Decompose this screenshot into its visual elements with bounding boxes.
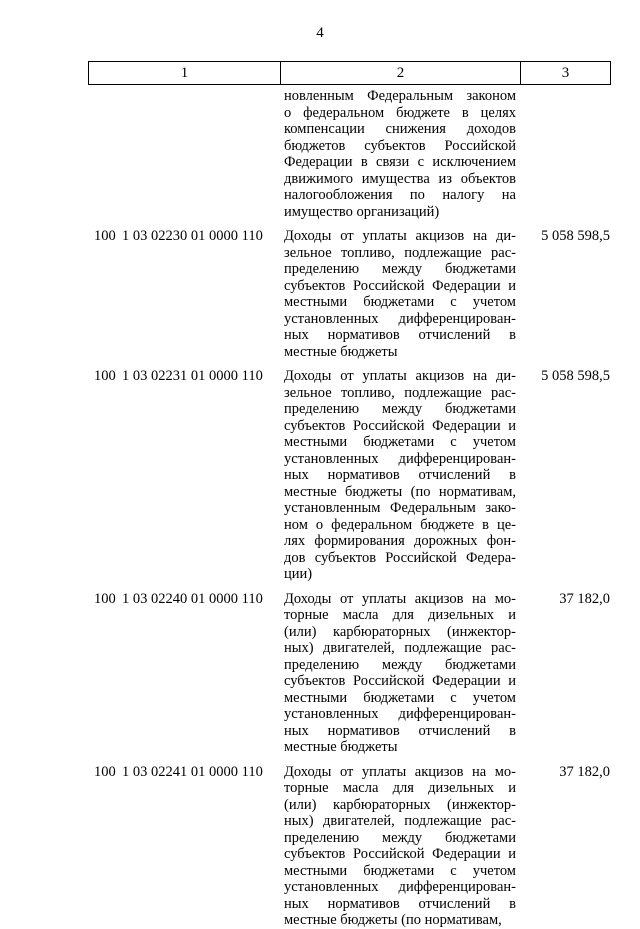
description-line: ных) двигателей, подлежащие рас-	[284, 813, 516, 829]
description-line: местные бюджеты	[284, 739, 398, 755]
description-line: пределению между бюджетами	[284, 656, 516, 673]
revenue-description	[280, 764, 520, 929]
description-line: (или) карбюраторных (инжектор-	[284, 623, 516, 640]
amount: 5 058 598,5	[541, 368, 610, 384]
row-gap	[88, 360, 611, 368]
description-line: местные бюджеты	[284, 343, 398, 360]
header-col-3: 3	[561, 65, 570, 81]
row-gap	[88, 583, 611, 591]
admin-code: 100	[94, 228, 116, 244]
description-line: субъектов Российской Федерации и	[284, 846, 516, 862]
description-line: ном о федеральном бюджете в це-	[284, 516, 516, 533]
description-line: ных нормативов отчислений в	[284, 895, 516, 912]
description-line: пределению между бюджетами	[284, 829, 516, 846]
table-row	[88, 368, 611, 583]
description-line: зельное топливо, подлежащие рас-	[284, 384, 516, 401]
description-line: установленных дифференцирован-	[284, 310, 516, 327]
description-line: пределению между бюджетами	[284, 261, 516, 277]
description-line: (или) карбюраторных (инжектор-	[284, 796, 516, 813]
description-line: местными бюджетами с учетом	[284, 294, 516, 310]
description-line: местными бюджетами с учетом	[284, 862, 516, 879]
description-line: субъектов Российской Федерации и	[284, 673, 516, 689]
description-line: местными бюджетами с учетом	[284, 689, 516, 706]
description-line: установленных дифференцирован-	[284, 450, 516, 467]
description-line: Доходы от уплаты акцизов на ди-	[284, 368, 516, 384]
amount	[520, 88, 611, 220]
revenue-description	[280, 228, 520, 360]
description-line: пределению между бюджетами	[284, 401, 516, 417]
table-body	[88, 88, 611, 929]
description-line: ных нормативов отчислений в	[284, 722, 516, 739]
header-col-1: 1	[89, 62, 281, 84]
description-line: установленным Федеральным зако-	[284, 500, 516, 516]
row-gap	[88, 756, 611, 764]
description-line: субъектов Российской Федерации и	[284, 417, 516, 434]
table-header	[88, 61, 611, 85]
description-line: ных нормативов отчислений в	[284, 467, 516, 483]
row-gap	[88, 220, 611, 228]
description-line: торные масла для дизельных и	[284, 780, 516, 796]
description-line: субъектов Российской Федерации и	[284, 277, 516, 294]
amount: 37 182,0	[559, 763, 610, 780]
description-line: бюджетов субъектов Российской	[284, 137, 516, 154]
header-col-2: 2	[281, 62, 521, 84]
description-line: Доходы от уплаты акцизов на мо-	[284, 763, 516, 780]
admin-code: 100	[94, 763, 116, 780]
table-row	[88, 228, 611, 360]
description-line: налогообложения по налогу на	[284, 187, 516, 203]
budget-classification-code: 1 03 02241 01 0000 110	[122, 763, 263, 780]
description-line: ции)	[284, 566, 313, 582]
description-line: зельное топливо, подлежащие рас-	[284, 244, 516, 261]
admin-code: 100	[94, 368, 116, 384]
description-line: Доходы от уплаты акцизов на ди-	[284, 228, 516, 244]
page-number: 4	[316, 25, 324, 41]
description-line: дов субъектов Российской Федера-	[284, 549, 516, 566]
description-line: Федерации в связи с исключением	[284, 154, 516, 170]
budget-classification-code: 1 03 02240 01 0000 110	[122, 590, 263, 607]
budget-classification-code: 1 03 02230 01 0000 110	[122, 228, 263, 244]
budget-classification-code: 1 03 02231 01 0000 110	[122, 368, 263, 384]
description-line: новленным Федеральным законом	[284, 88, 516, 104]
description-line: компенсации снижения доходов	[284, 121, 516, 137]
admin-code: 100	[94, 590, 116, 607]
amount: 5 058 598,5	[541, 228, 610, 244]
description-line: местными бюджетами с учетом	[284, 434, 516, 450]
revenue-description	[280, 591, 520, 756]
description-line: торные масла для дизельных и	[284, 607, 516, 623]
budget-classification-code	[122, 88, 280, 220]
table-row	[88, 88, 611, 220]
description-line: Доходы от уплаты акцизов на мо-	[284, 590, 516, 607]
description-line: установленных дифференцирован-	[284, 706, 516, 722]
description-line: установленных дифференцирован-	[284, 879, 516, 895]
admin-code	[88, 88, 122, 220]
description-line: лях формирования дорожных фон-	[284, 533, 516, 549]
description-line: местные бюджеты (по нормативам,	[284, 483, 516, 500]
description-line: ных нормативов отчислений в	[284, 327, 516, 343]
description-line: местные бюджеты (по нормативам,	[284, 912, 502, 928]
description-line: ных) двигателей, подлежащие рас-	[284, 640, 516, 656]
description-line: движимого имущества из объектов	[284, 170, 516, 187]
description-line: имущество организаций)	[284, 203, 440, 220]
table-row	[88, 764, 611, 929]
description-line: о федеральном бюджете в целях	[284, 104, 516, 121]
revenue-description	[280, 88, 520, 220]
amount: 37 182,0	[559, 590, 610, 607]
table-row	[88, 591, 611, 756]
revenue-description	[280, 368, 520, 583]
